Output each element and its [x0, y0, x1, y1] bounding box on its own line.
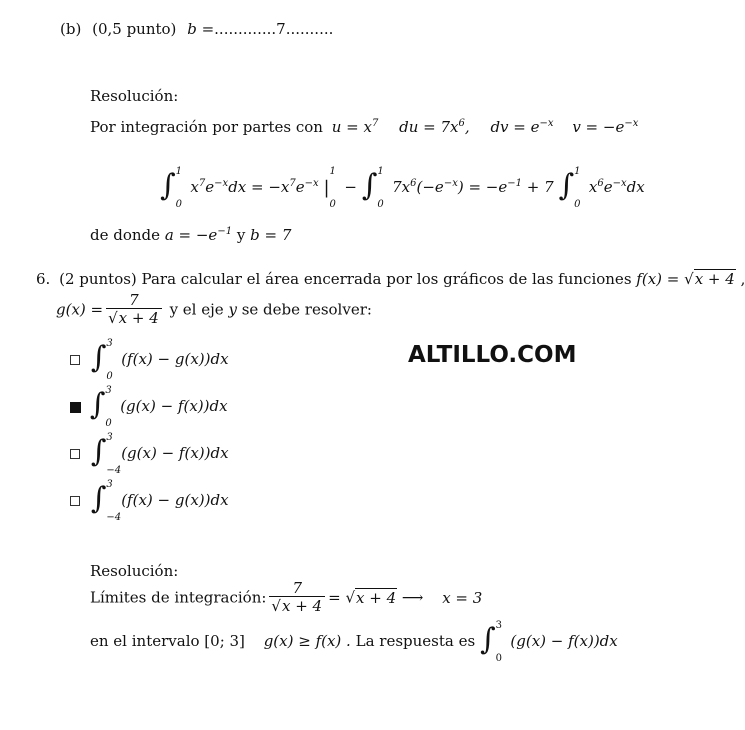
resolution-heading: Resolución: — [90, 87, 179, 105]
checkbox-icon[interactable] — [70, 355, 80, 365]
answer: 7 — [276, 20, 286, 38]
var: b — [187, 20, 197, 38]
integral-equation: ∫ 1 0 $x^7e^{-x}dx = -x^7e^{-x}$ | 1 0 − ∫ 1 0 $7x^6(-e^{-x}) = -e^{-1} + 7$ ∫ 1 0 $x^6e^{-x}dx$ — [160, 166, 645, 210]
option-3[interactable]: ∫ 3 −4 (g(x) − f(x))dx — [70, 434, 229, 474]
limits-line: Límites de integración: $\frac{7}{√x + 4}$ = √x + 4 ⟶ x = 3 — [90, 579, 483, 615]
du-def: du = $7x^6$, — [399, 118, 470, 136]
part-label: (b) — [60, 20, 82, 38]
checkbox-icon[interactable] — [70, 449, 80, 459]
dots: ............. — [214, 20, 277, 38]
q6-line1: 6. (2 puntos) Para calcular el área encerrada por los gráficos de las funciones f(x) = √x + 4 , — [36, 270, 745, 288]
eq: = — [201, 20, 215, 38]
checkbox-icon[interactable] — [70, 496, 80, 506]
q6-line2: g(x) = $\frac{7}{√x + 4}$ y el eje y se debe resolver: — [56, 291, 372, 327]
u-def: $u = x^7$ — [331, 118, 379, 136]
points: (0,5 punto) — [92, 20, 177, 38]
answer-line: en el intervalo [0; 3] g(x) ≥ f(x) . La respuesta es ∫ 3 0 (g(x) − f(x))dx — [90, 620, 618, 664]
option-1[interactable]: ∫ 3 0 (f(x) − g(x))dx — [70, 340, 229, 380]
dots: .......... — [285, 20, 334, 38]
option-4[interactable]: ∫ 3 −4 (f(x) − g(x))dx — [70, 481, 229, 521]
g-fraction: $\frac{7}{√x + 4}$ — [106, 292, 162, 327]
integral-sign: ∫ — [160, 168, 176, 203]
altillo-logo: ALTILLO.COM — [408, 342, 577, 368]
v-def: $v = -e^{-x}$ — [572, 118, 639, 136]
part-b-line — [60, 20, 333, 38]
option-2[interactable]: ∫ 3 0 (g(x) − f(x))dx — [70, 387, 228, 427]
checked-checkbox-icon[interactable] — [70, 402, 81, 413]
integral-sign: ∫ — [558, 168, 575, 203]
parts-text: Por integración por partes con — [90, 118, 323, 136]
parts-line — [90, 118, 638, 136]
dv-def: dv = $e^{-x}$ — [490, 118, 554, 136]
integral-sign: ∫ — [361, 168, 378, 203]
conclusion-line: de donde $a = -e^{-1}$ y b = 7 — [90, 226, 292, 244]
resolution-heading: Resolución: — [90, 562, 179, 580]
